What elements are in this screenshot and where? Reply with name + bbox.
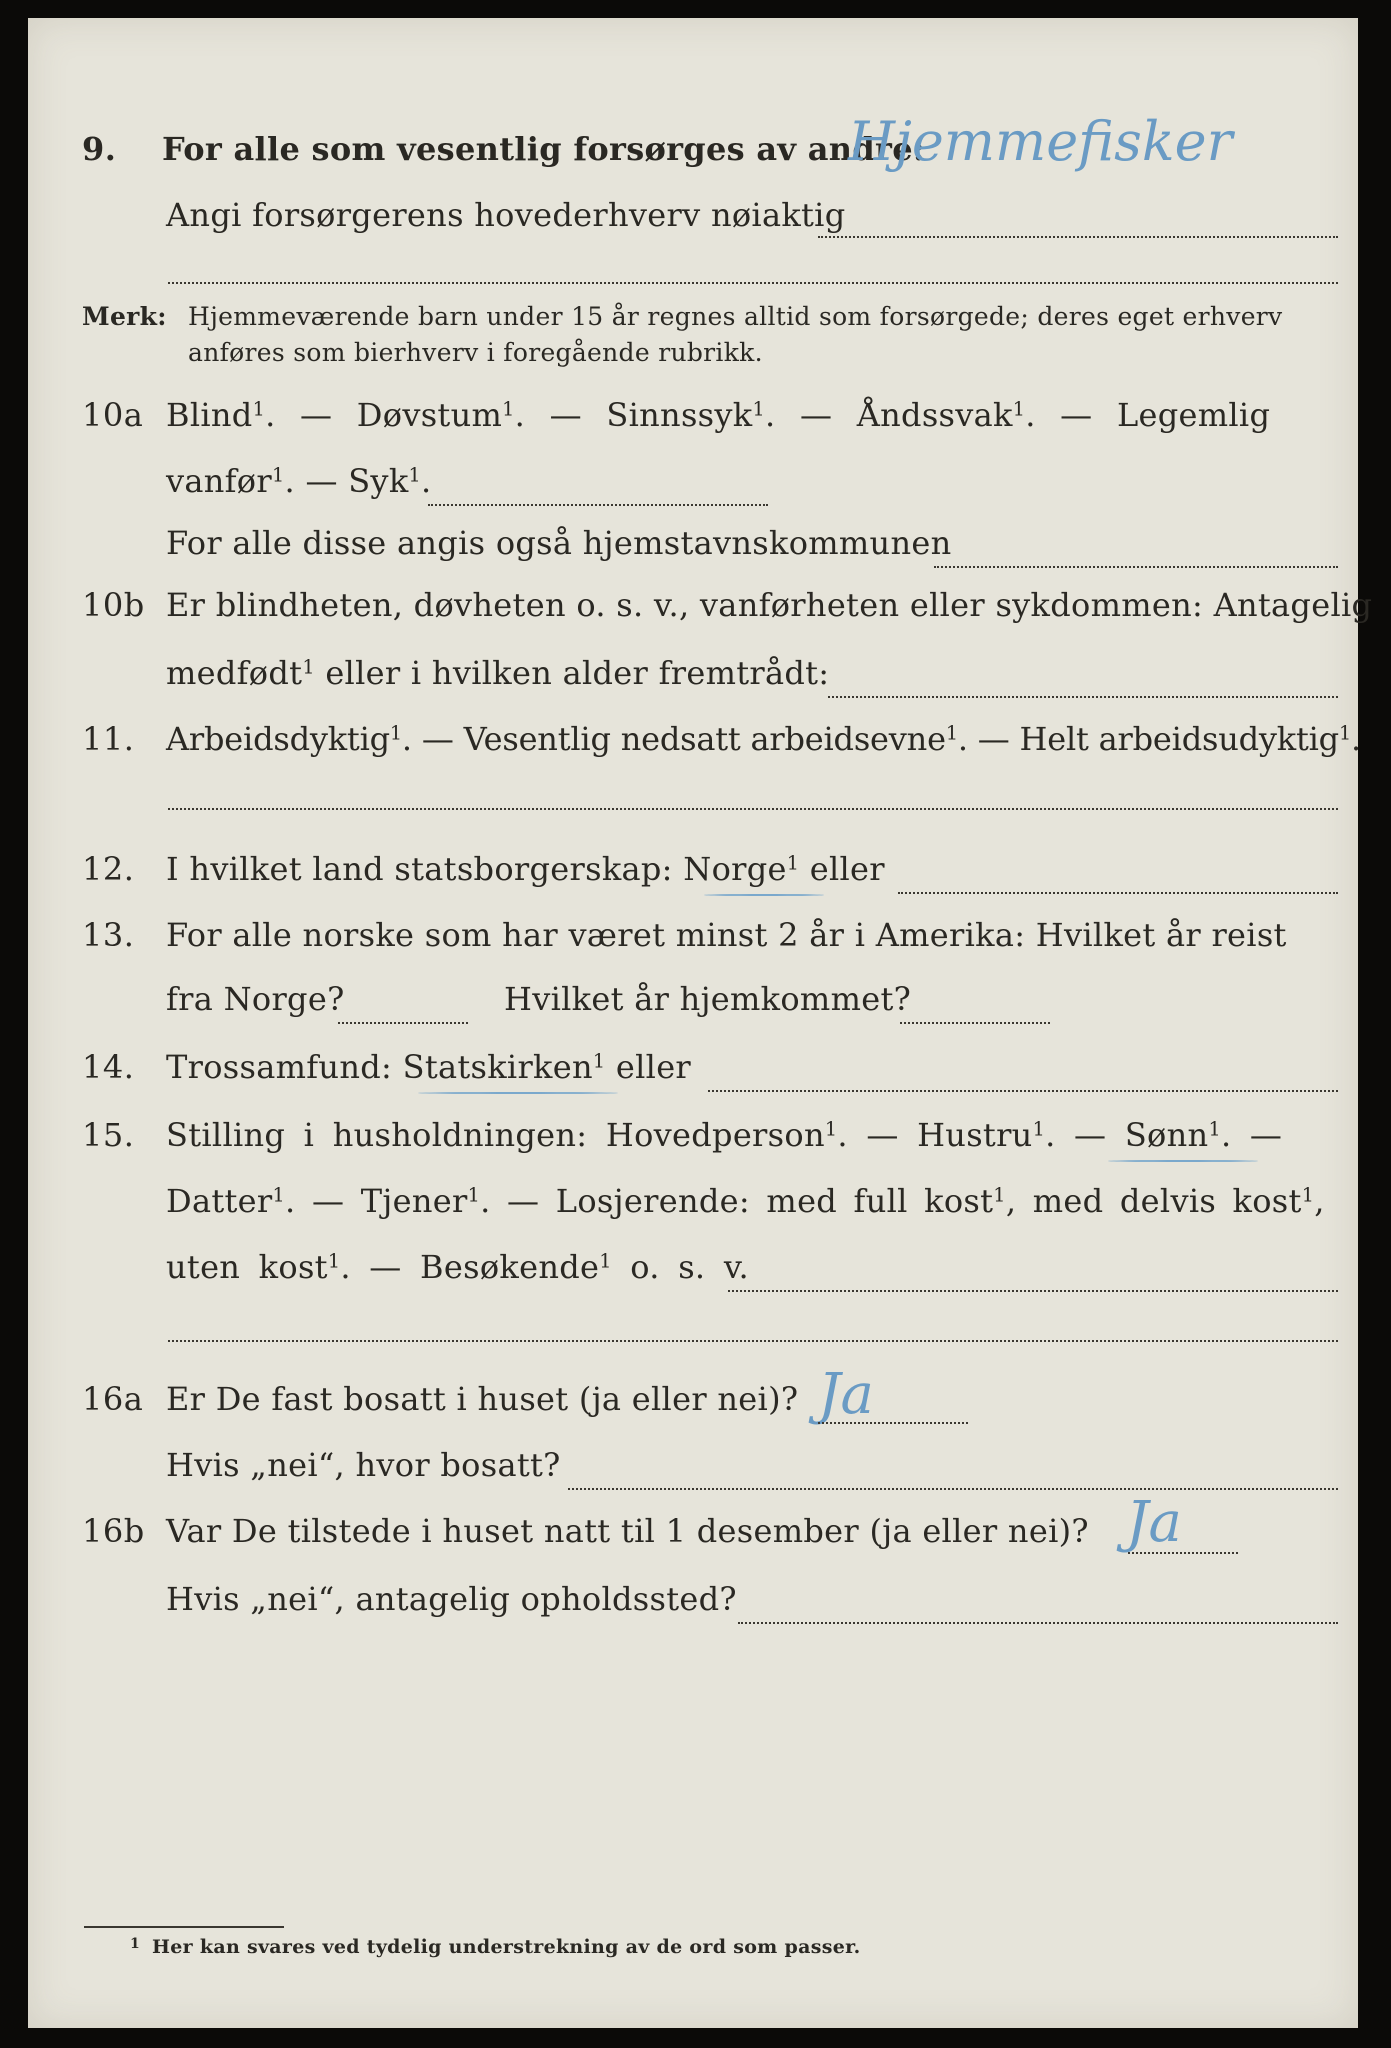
q15-row-2 xyxy=(28,1182,1358,1238)
q10a-row xyxy=(28,396,1358,452)
q10a-line-2: vanfør$^1$. — Syk$^1$. xyxy=(166,462,432,500)
footnote-mark: 1 xyxy=(130,1936,141,1952)
q13-left-line xyxy=(338,1022,468,1024)
q16a-line-1: Er De fast bosatt i huset (ja eller nei)? xyxy=(166,1380,799,1418)
q14-line: Trossamfund: Statskirken$^1$ eller xyxy=(166,1048,692,1086)
q15-line-2: Datter$^1$. — Tjener$^1$. — Losjerende: med full kost$^1$, med delvis kost$^1$, xyxy=(166,1182,1325,1220)
q9-extra-line xyxy=(168,282,1338,284)
q10b-number: 10b xyxy=(82,586,145,624)
q10a-number: 10a xyxy=(82,396,144,434)
q16a-line-2: Hvis „nei“, hvor bosatt? xyxy=(166,1446,561,1484)
q14-handwritten-underline xyxy=(418,1092,618,1094)
q10b-row-2 xyxy=(28,654,1358,710)
q15-handwritten-underline xyxy=(1108,1160,1258,1162)
q10b-age-line xyxy=(828,696,1338,698)
q13-number: 13. xyxy=(82,916,135,954)
q14-row xyxy=(28,1048,1358,1104)
q10a-sick-line xyxy=(428,504,768,506)
q15-line-1: Stilling i husholdningen: Hovedperson$^1$. — Hustru$^1$. — Sønn$^1$. — xyxy=(166,1116,1283,1154)
q10a-line-1: Blind$^1$. — Døvstum$^1$. — Sinnssyk$^1$. — Åndssvak$^1$. — Legemlig xyxy=(166,396,1271,434)
q15-row xyxy=(28,1116,1358,1172)
q9-number: 9. xyxy=(82,130,117,168)
q10b-line-1: Er blindheten, døvheten o. s. v., vanførheten eller sykdommen: Antagelig xyxy=(166,586,1373,624)
q12-other-line xyxy=(898,892,1338,894)
footnote-text: Her kan svares ved tydelig understrekning av de ord som passer. xyxy=(152,1936,861,1958)
q9-answer-line xyxy=(818,236,1338,238)
q10a-row-2 xyxy=(28,462,1358,518)
q10b-row xyxy=(28,586,1373,642)
merk-line-1: Hjemmeværende barn under 15 år regnes alltid som forsørgede; deres eget erhverv xyxy=(188,302,1283,331)
footnote-rule xyxy=(84,1926,284,1928)
q16b-row xyxy=(28,1490,1358,1568)
q16b-line-2: Hvis „nei“, antagelig opholdssted? xyxy=(166,1580,737,1618)
q10a-line-3: For alle disse angis også hjemstavnskommunen xyxy=(166,524,952,562)
q11-extra-line xyxy=(168,808,1338,810)
q9-prompt: Angi forsørgerens hovederhverv nøiaktig xyxy=(166,196,846,234)
q15-other-line xyxy=(728,1290,1338,1292)
q15-line-3: uten kost$^1$. — Besøkende$^1$ o. s. v. xyxy=(166,1248,749,1286)
q11-line: Arbeidsdyktig$^1$. — Vesentlig nedsatt arbeidsevne$^1$. — Helt arbeidsudyktig$^1$. xyxy=(166,720,1361,758)
q13-left-prompt: fra Norge? xyxy=(166,980,345,1018)
footnote-row xyxy=(28,1936,1358,1992)
q10a-home-line xyxy=(934,566,1338,568)
census-form-page xyxy=(28,18,1373,2028)
q15-extra-line xyxy=(168,1340,1338,1342)
q16b-row-2 xyxy=(28,1580,1358,1636)
q13-line-1: For alle norske som har været minst 2 år i Amerika: Hvilket år reist xyxy=(166,916,1287,954)
merk-label: Merk: xyxy=(82,302,167,331)
q15-row-3 xyxy=(28,1248,1358,1304)
merk-line-2: anføres som bierhverv i foregående rubrikk. xyxy=(188,338,763,367)
q13-right-line xyxy=(900,1022,1050,1024)
q11-number: 11. xyxy=(82,720,135,758)
q16b-where-line xyxy=(738,1622,1338,1624)
q14-number: 14. xyxy=(82,1048,135,1086)
q12-number: 12. xyxy=(82,850,135,888)
q12-line: I hvilket land statsborgerskap: Norge$^1$ eller xyxy=(166,850,885,888)
q16a-number: 16a xyxy=(82,1380,144,1418)
q9-prompt-row xyxy=(28,196,1358,252)
merk-row-2 xyxy=(28,338,1358,394)
q11-row xyxy=(28,720,1361,776)
q9-title: For alle som vesentlig forsørges av andre: xyxy=(162,130,925,168)
q12-handwritten-underline xyxy=(704,894,824,896)
q9-row xyxy=(28,110,1358,186)
q16b-number: 16b xyxy=(82,1512,145,1550)
q9-handwritten-answer: Hjemmefisker xyxy=(848,110,1233,173)
q12-row xyxy=(28,850,1358,906)
q10a-row-3 xyxy=(28,524,1358,580)
q16b-handwritten-answer: Ja xyxy=(1126,1490,1182,1555)
q13-row-2 xyxy=(28,980,1358,1036)
q16a-handwritten-answer: Ja xyxy=(818,1362,874,1427)
q15-number: 15. xyxy=(82,1116,135,1154)
q16a-answer-line xyxy=(818,1422,968,1424)
q16a-where-line xyxy=(568,1488,1338,1490)
q13-right-prompt: Hvilket år hjemkommet? xyxy=(504,980,912,1018)
q16b-line-1: Var De tilstede i huset natt til 1 desember (ja eller nei)? xyxy=(166,1512,1089,1550)
q14-other-line xyxy=(708,1090,1338,1092)
q10b-line-2: medfødt$^1$ eller i hvilken alder fremtrådt: xyxy=(166,654,830,692)
q16a-row xyxy=(28,1362,1358,1436)
q16b-answer-line xyxy=(1128,1552,1238,1554)
q13-row xyxy=(28,916,1358,972)
